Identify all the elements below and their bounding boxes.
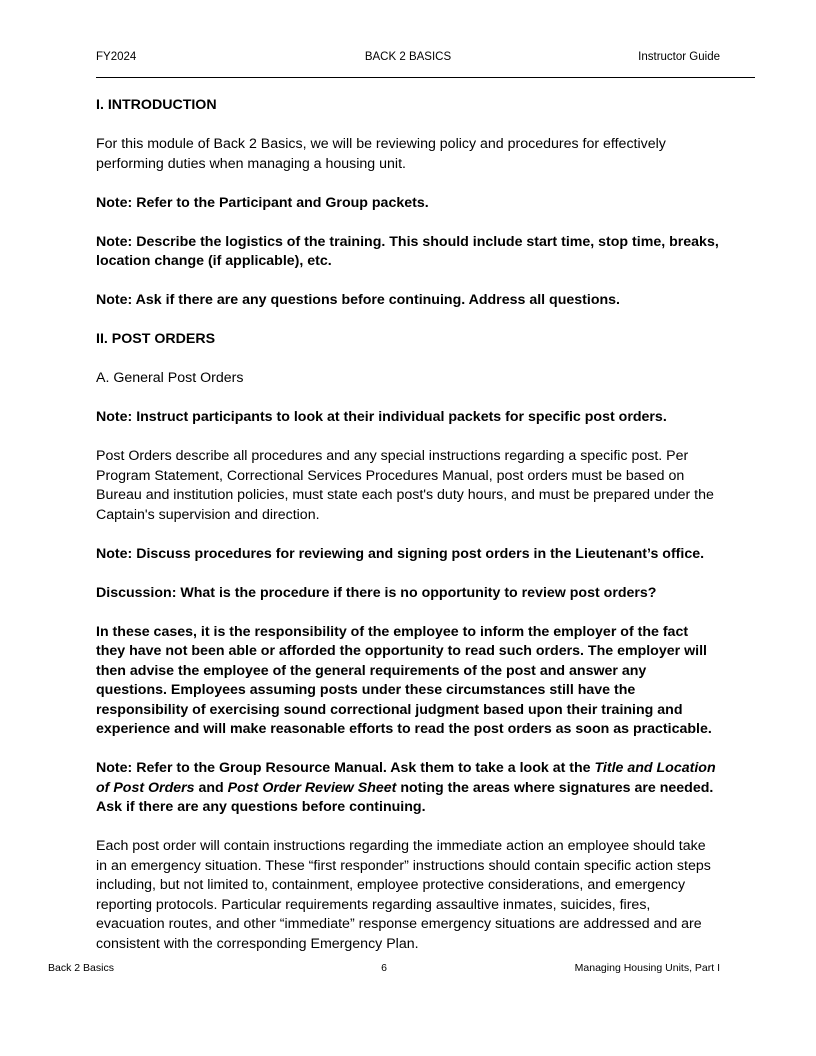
note-logistics: Note: Describe the logistics of the training. This should include start time, stop time, breaks, location change (if applicable), etc. bbox=[96, 233, 719, 269]
header-divider bbox=[96, 77, 755, 78]
page-footer bbox=[48, 960, 720, 976]
paragraph-post-orders-description: Post Orders describe all procedures and any special instructions regarding a specific post. Per Program Statement, Correctional Services Procedures Manual, post orders must be based on Bureau and institution policies, must state each post's duty hours, and must be prepared under the Captain's supervision and direction. bbox=[96, 448, 714, 523]
note-instruct-participants: Note: Instruct participants to look at their individual packets for specific post orders. bbox=[96, 409, 667, 425]
footer-module-title: Managing Housing Units, Part I bbox=[574, 962, 720, 974]
page-number: 6 bbox=[381, 962, 387, 974]
page-header bbox=[96, 48, 720, 66]
note-grm-review-sheet: Post Order Review Sheet bbox=[227, 779, 397, 796]
note-grm-text-1: Note: Refer to the Group Resource Manual. Ask them to take a look at the bbox=[96, 760, 595, 776]
document-body bbox=[96, 96, 720, 974]
discussion-question: Discussion: What is the procedure if there is no opportunity to review post orders? bbox=[96, 584, 657, 601]
header-program-title: BACK 2 BASICS bbox=[364, 51, 452, 63]
subsection-heading-general-post-orders: A. General Post Orders bbox=[96, 370, 244, 386]
paragraph-intro: For this module of Back 2 Basics, we will be reviewing policy and procedures for effectively performing duties when managing a housing unit. bbox=[96, 136, 666, 172]
note-group-resource-manual bbox=[96, 759, 720, 818]
note-packets: Note: Refer to the Participant and Group packets. bbox=[96, 194, 429, 211]
note-discuss-procedures: Note: Discuss procedures for reviewing and signing post orders in the Lieutenant’s office. bbox=[96, 545, 705, 562]
header-fiscal-year: FY2024 bbox=[96, 51, 137, 63]
note-questions: Note: Ask if there are any questions before continuing. Address all questions. bbox=[96, 292, 620, 308]
section-heading-post-orders: II. POST ORDERS bbox=[96, 331, 216, 347]
footer-program-name: Back 2 Basics bbox=[48, 962, 114, 974]
note-grm-title-location: Title and Location of Post Orders bbox=[96, 760, 716, 796]
paragraph-emergency-instructions: Each post order will contain instructions regarding the immediate action an employee should take in an emergency situation. These “first responder” instructions should contain specific action steps including, but not limited to, containment, employee protective considerations, and emergency reporting protocols. Particular requirements regarding assaultive inmates, suicides, fires, evacuation routes, and other “immediate” response emergency situations are addressed and are consistent with the corresponding Emergency Plan. bbox=[96, 838, 711, 952]
note-grm-text-2: and bbox=[194, 779, 228, 796]
header-guide-type: Instructor Guide bbox=[638, 51, 720, 63]
section-heading-introduction: I. INTRODUCTION bbox=[96, 97, 217, 113]
note-grm-text-3: noting the areas where signatures are needed. Ask if there are any questions before continuing. bbox=[96, 779, 714, 815]
discussion-answer: In these cases, it is the responsibility of the employee to inform the employer of the fact they have not been able or afforded the opportunity to read such orders. The employer will then advise the employee of the general requirements of the post and answer any questions. Employees assuming posts under these circumstances still have the responsibility of exercising sound correctional judgment based upon their training and experience and will make reasonable efforts to read the post orders as soon as practicable. bbox=[96, 623, 712, 737]
